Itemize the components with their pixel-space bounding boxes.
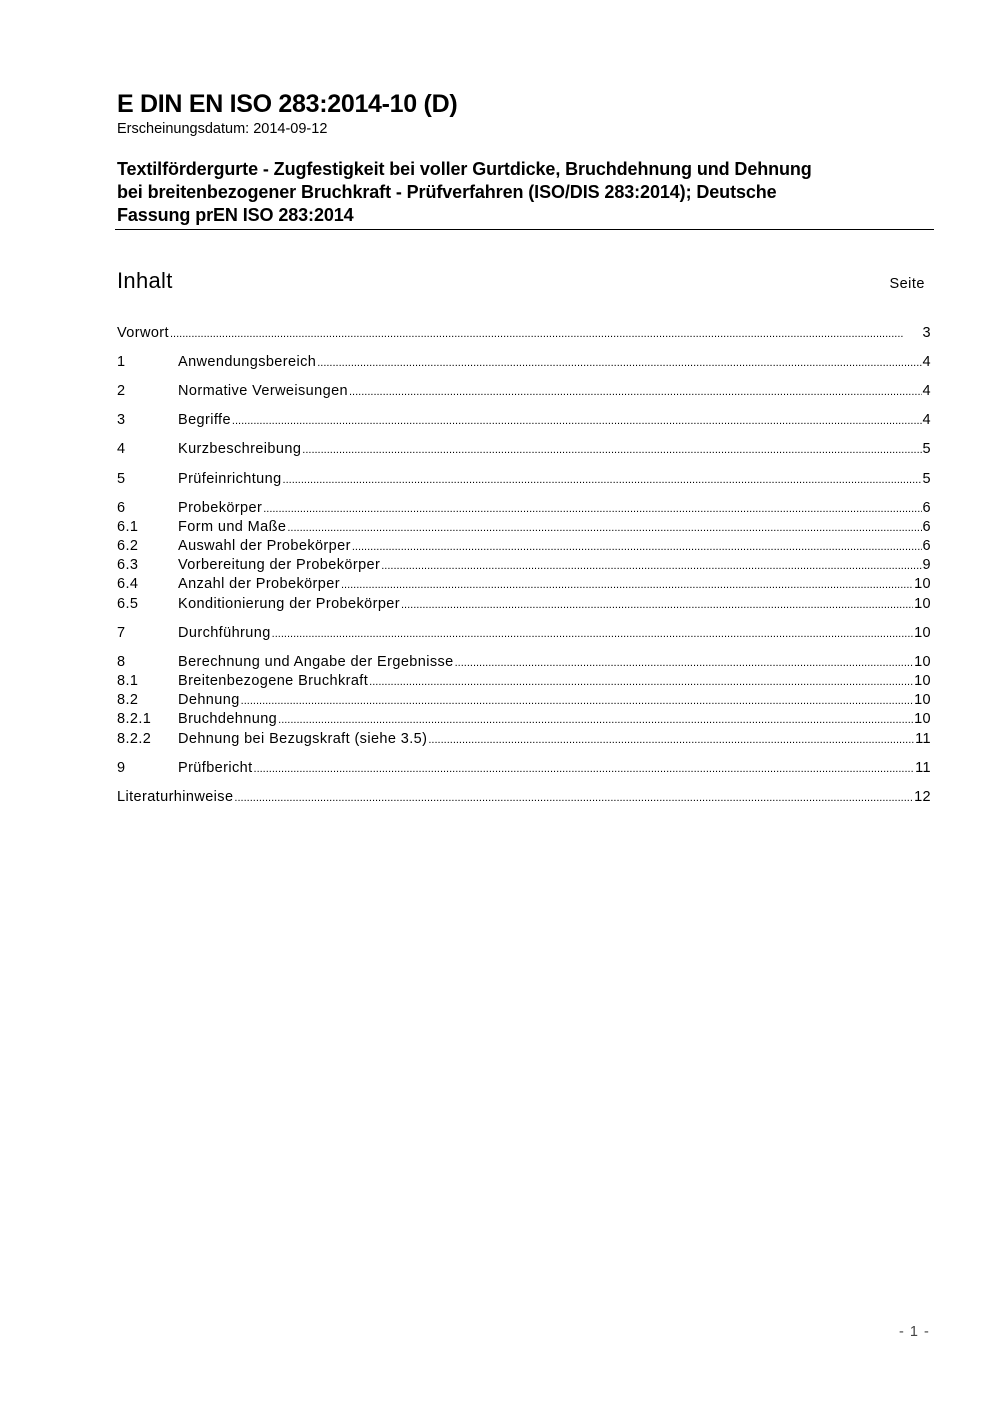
toc-entry[interactable] (117, 354, 931, 374)
toc-entry-number: 2 (117, 383, 126, 399)
toc-entry[interactable] (117, 625, 931, 645)
toc-entry-label: Vorwort (117, 325, 169, 341)
toc-entry[interactable] (117, 654, 931, 674)
toc-entry-page: 9 (922, 557, 931, 573)
toc-entry-label: Dehnung (178, 692, 240, 708)
toc-heading: Inhalt (117, 268, 173, 293)
toc-entry-number: 8 (117, 654, 126, 670)
toc-dot-leader (302, 441, 921, 457)
toc-entry-label: Probekörper (178, 500, 263, 516)
toc-dot-leader (170, 325, 922, 341)
toc-entry-page: 4 (922, 412, 931, 428)
toc-entry[interactable] (117, 471, 931, 491)
toc-dot-leader (428, 731, 914, 747)
toc-entry-number: 6.3 (117, 557, 139, 573)
toc-entry-number: 7 (117, 625, 126, 641)
toc-dot-leader (234, 789, 913, 805)
toc-entry-label: Vorbereitung der Probekörper (178, 557, 381, 573)
toc-entry-label: Prüfeinrichtung (178, 471, 282, 487)
document-subtitle (117, 158, 917, 227)
toc-entry-page: 4 (922, 383, 931, 399)
toc-entry-label: Konditionierung der Probekörper (178, 596, 400, 612)
toc-entry[interactable] (117, 412, 931, 432)
toc-entry[interactable] (117, 596, 931, 616)
toc-entry-label: Bruchdehnung (178, 711, 278, 727)
toc-entry-page: 12 (914, 789, 931, 805)
subtitle-line: Fassung prEN ISO 283:2014 (117, 205, 354, 225)
toc-entry-number: 6.4 (117, 576, 139, 592)
toc-entry-label: Berechnung und Angabe der Ergebnisse (178, 654, 454, 670)
toc-entry-number: 8.2 (117, 692, 139, 708)
toc-entry[interactable] (117, 673, 931, 693)
toc-entry[interactable] (117, 538, 931, 558)
publication-date: Erscheinungsdatum: 2014-09-12 (117, 121, 328, 137)
toc-dot-leader (455, 654, 913, 670)
toc-entry-label: Begriffe (178, 412, 231, 428)
toc-entry-number: 6.5 (117, 596, 139, 612)
toc-entry-number: 5 (117, 471, 126, 487)
toc-entry-label: Auswahl der Probekörper (178, 538, 351, 554)
toc-entry-page: 10 (914, 625, 931, 641)
toc-entry-number: 6.1 (117, 519, 139, 535)
toc-entry[interactable] (117, 557, 931, 577)
toc-entry-page: 5 (922, 471, 931, 487)
toc-entry-number: 8.2.1 (117, 711, 152, 727)
toc-entry[interactable] (117, 692, 931, 712)
toc-entry-label: Normative Verweisungen (178, 383, 348, 399)
toc-entry[interactable] (117, 383, 931, 403)
toc-entry-page: 11 (915, 731, 931, 747)
toc-entry-label: Kurzbeschreibung (178, 441, 302, 457)
toc-entry-label: Anwendungsbereich (178, 354, 317, 370)
toc-entry[interactable] (117, 760, 931, 780)
toc-entry[interactable] (117, 500, 931, 520)
page-number: - 1 - (899, 1324, 930, 1340)
toc-entry-page: 3 (922, 325, 931, 341)
subtitle-line: bei breitenbezogener Bruchkraft - Prüfverfahren (ISO/DIS 283:2014); Deutsche (117, 182, 777, 202)
toc-dot-leader (381, 557, 921, 573)
toc-dot-leader (401, 596, 913, 612)
toc-dot-leader (263, 500, 921, 516)
toc-entry-number: 9 (117, 760, 126, 776)
title-divider (115, 229, 934, 230)
toc-entry-label: Durchführung (178, 625, 271, 641)
toc-dot-leader (369, 673, 913, 689)
toc-entry-number: 4 (117, 441, 126, 457)
toc-dot-leader (352, 538, 922, 554)
subtitle-line: Textilfördergurte - Zugfestigkeit bei voller Gurtdicke, Bruchdehnung und Dehnung (117, 159, 812, 179)
toc-entry-label: Dehnung bei Bezugskraft (siehe 3.5) (178, 731, 428, 747)
toc-entry[interactable] (117, 325, 931, 345)
toc-entry-label: Prüfbericht (178, 760, 253, 776)
toc-entry[interactable] (117, 441, 931, 461)
toc-entry-page: 5 (922, 441, 931, 457)
toc-dot-leader (341, 576, 913, 592)
toc-entry-page: 6 (922, 500, 931, 516)
document-title: E DIN EN ISO 283:2014-10 (D) (117, 90, 458, 118)
toc-dot-leader (254, 760, 915, 776)
toc-entry-page: 11 (915, 760, 931, 776)
toc-entry[interactable] (117, 576, 931, 596)
toc-entry[interactable] (117, 519, 931, 539)
toc-dot-leader (283, 471, 922, 487)
toc-entry[interactable] (117, 789, 931, 809)
toc-entry-label: Anzahl der Probekörper (178, 576, 340, 592)
toc-entry-number: 8.2.2 (117, 731, 152, 747)
toc-entry-label: Form und Maße (178, 519, 287, 535)
toc-entry-page: 10 (914, 596, 931, 612)
toc-dot-leader (287, 519, 921, 535)
toc-entry-page: 10 (914, 576, 931, 592)
toc-entry[interactable] (117, 711, 931, 731)
toc-entry-page: 6 (922, 538, 931, 554)
toc-entry-number: 1 (117, 354, 126, 370)
toc-dot-leader (232, 412, 922, 428)
toc-dot-leader (317, 354, 921, 370)
toc-entry-page: 10 (914, 711, 931, 727)
toc-entry-page: 4 (922, 354, 931, 370)
toc-dot-leader (278, 711, 913, 727)
toc-entry-page: 10 (914, 673, 931, 689)
toc-entry-page: 6 (922, 519, 931, 535)
toc-dot-leader (272, 625, 913, 641)
toc-entry-number: 6 (117, 500, 126, 516)
toc-entry-number: 6.2 (117, 538, 139, 554)
toc-entry-page: 10 (914, 654, 931, 670)
toc-dot-leader (241, 692, 913, 708)
toc-entry-number: 3 (117, 412, 126, 428)
toc-entry-page: 10 (914, 692, 931, 708)
toc-page-column-label: Seite (889, 276, 925, 292)
toc-dot-leader (349, 383, 922, 399)
toc-entry-label: Breitenbezogene Bruchkraft (178, 673, 369, 689)
toc-entry-number: 8.1 (117, 673, 139, 689)
toc-entry[interactable] (117, 731, 931, 751)
toc-entry-label: Literaturhinweise (117, 789, 234, 805)
